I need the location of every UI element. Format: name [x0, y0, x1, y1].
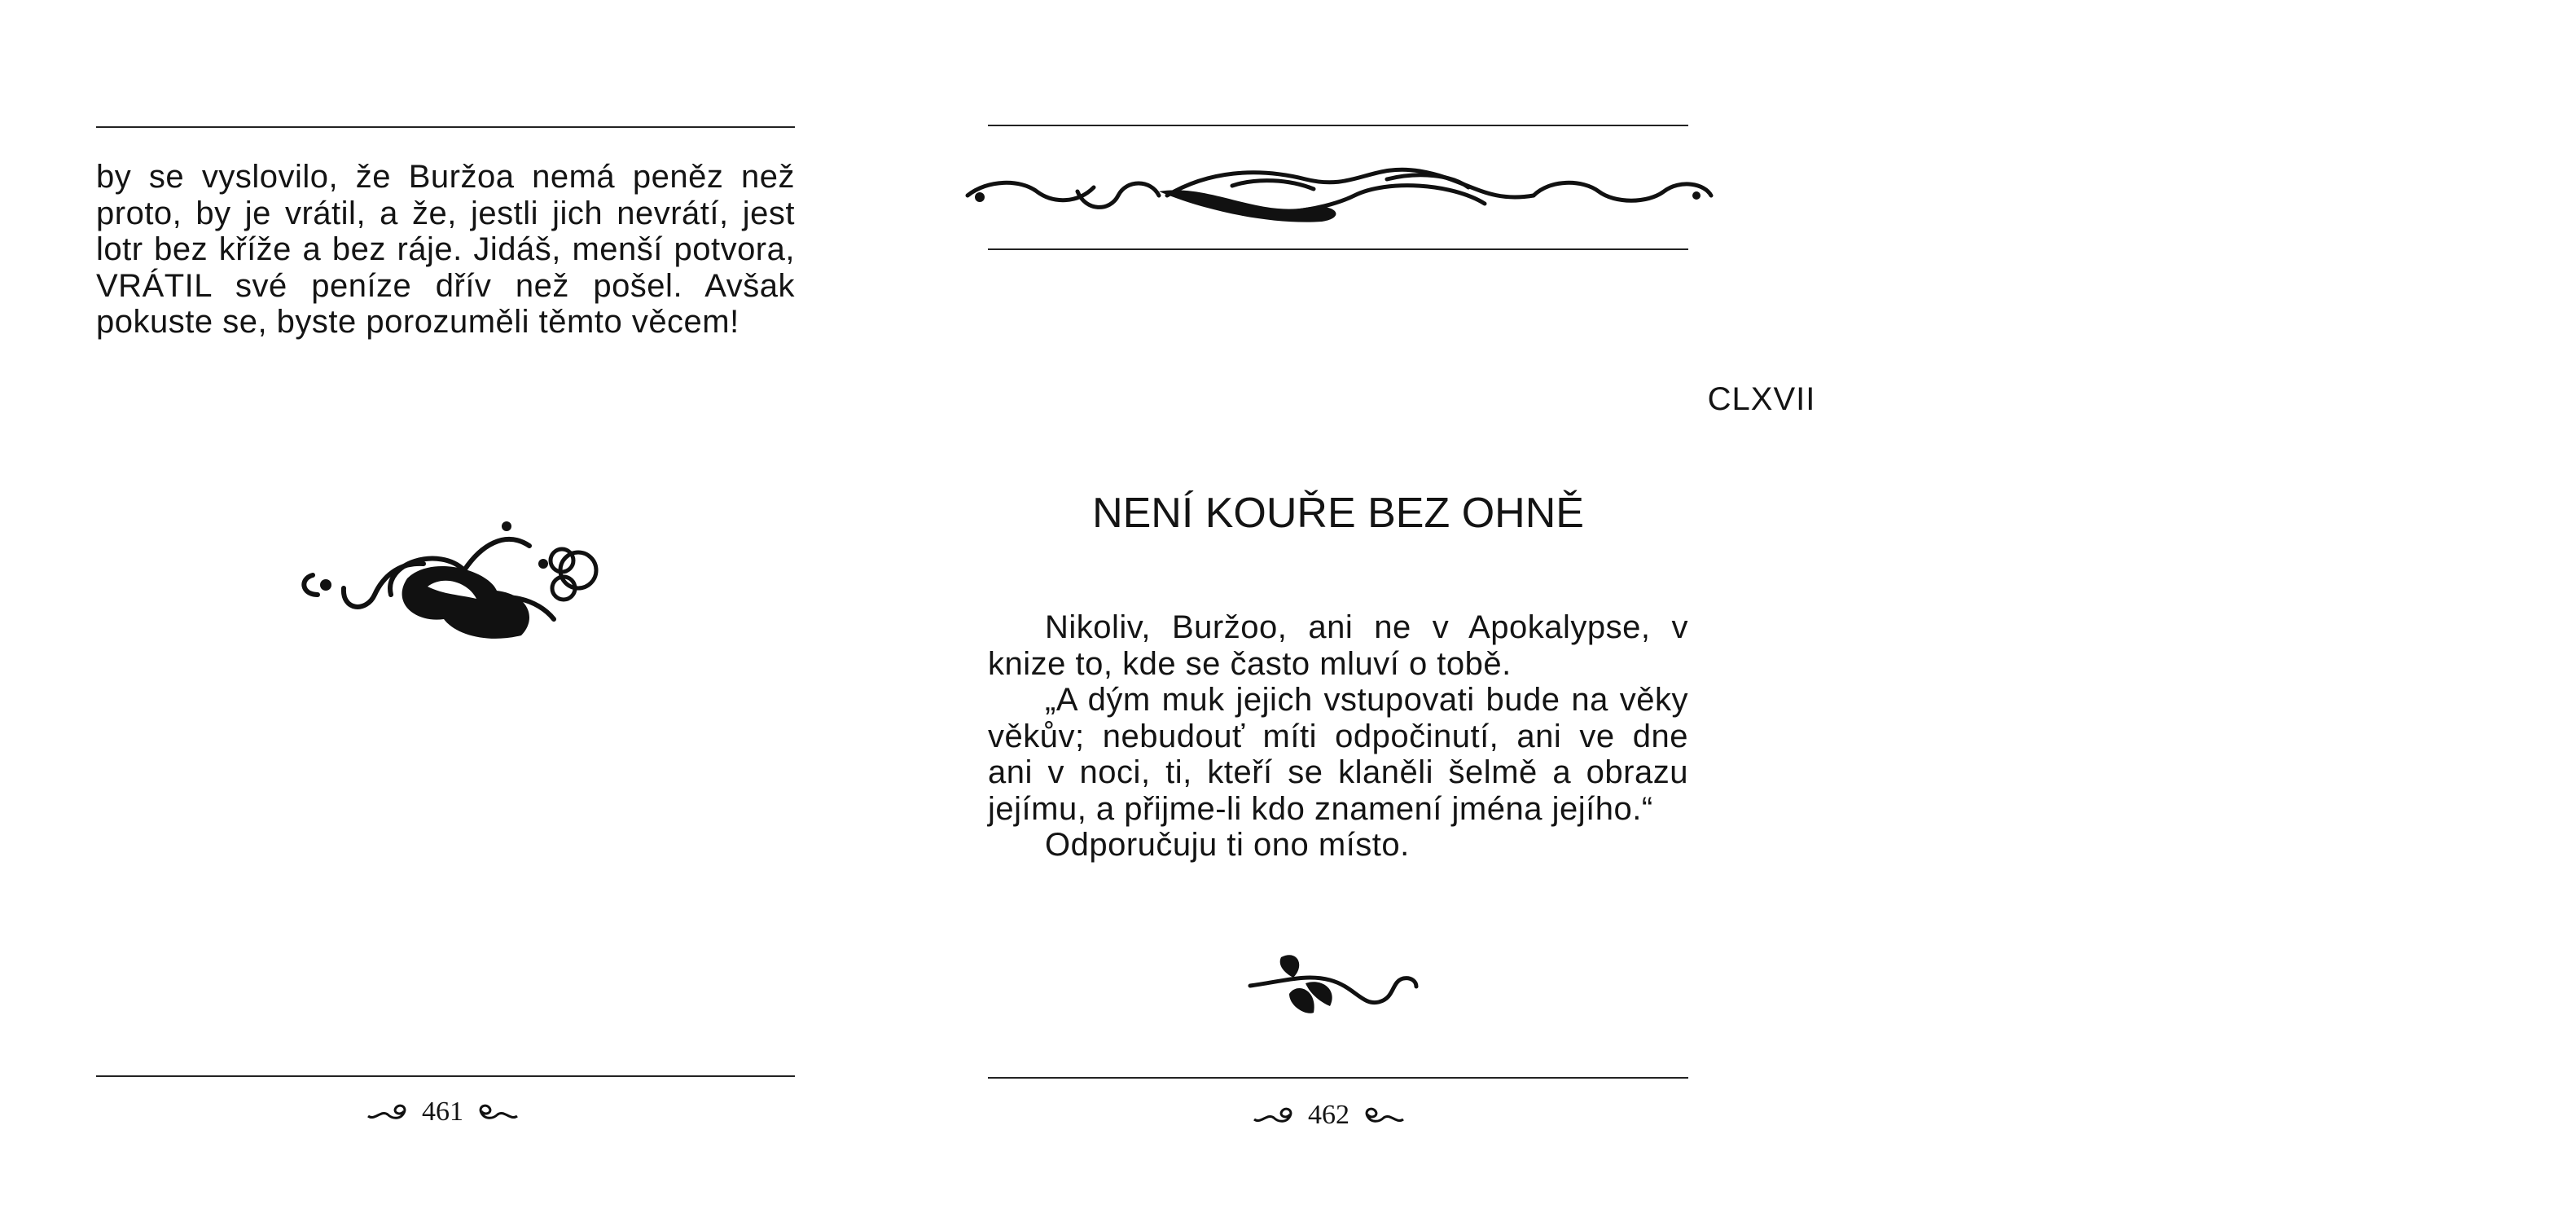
page-number-text: 462 [1308, 1100, 1349, 1130]
scroll-flourish-icon [366, 1101, 412, 1123]
chapter-title: NENÍ KOUŘE BEZ OHNĚ [1092, 490, 1584, 537]
chapter-number: CLXVII [1707, 381, 1816, 417]
paragraph: „A dým muk jejich vstupovati bude na věky věkův; nebudouť míti odpočinutí, ani ve dne ani v noci, ti, kteří se klaněli šelmě a obrazu jejímu, a přijme-li kdo znamení jména jejího.“ [988, 682, 1688, 827]
paragraph: by se vyslovilo, že Buržoa nemá peněz než proto, by je vrátil, a že, jestli jich nevrátí, jest lotr bez kříže a bez ráje. Jidáš, menší potvora, VRÁTIL své peníze dřív než pošel. Avšak pokuste se, byste porozuměli těmto věcem! [96, 159, 795, 340]
vine-flourish-icon [293, 513, 603, 652]
paragraph: Odporučuju ti ono místo. [1045, 827, 1410, 863]
page-number-text: 461 [422, 1097, 463, 1127]
top-rule [988, 125, 1688, 126]
paragraph: Nikoliv, Buržoo, ani ne v Apokalypse, v knize to, kde se často mluví o tobě. [988, 609, 1688, 682]
scroll-flourish-icon [1253, 1105, 1298, 1126]
top-rule [96, 126, 795, 128]
page-number [366, 1097, 519, 1127]
page-number [1253, 1100, 1405, 1131]
bottom-rule [988, 1077, 1688, 1079]
scroll-flourish-icon [1359, 1105, 1405, 1126]
right-page [882, 0, 1816, 1222]
leaf-sprig-icon [1249, 949, 1420, 1031]
bottom-rule [96, 1075, 795, 1077]
body-text [988, 609, 1688, 864]
ornament-rule [988, 248, 1688, 250]
left-page [0, 0, 882, 1222]
scroll-band-ornament-icon [963, 147, 1713, 228]
scroll-flourish-icon [473, 1101, 519, 1123]
body-text [96, 159, 795, 341]
